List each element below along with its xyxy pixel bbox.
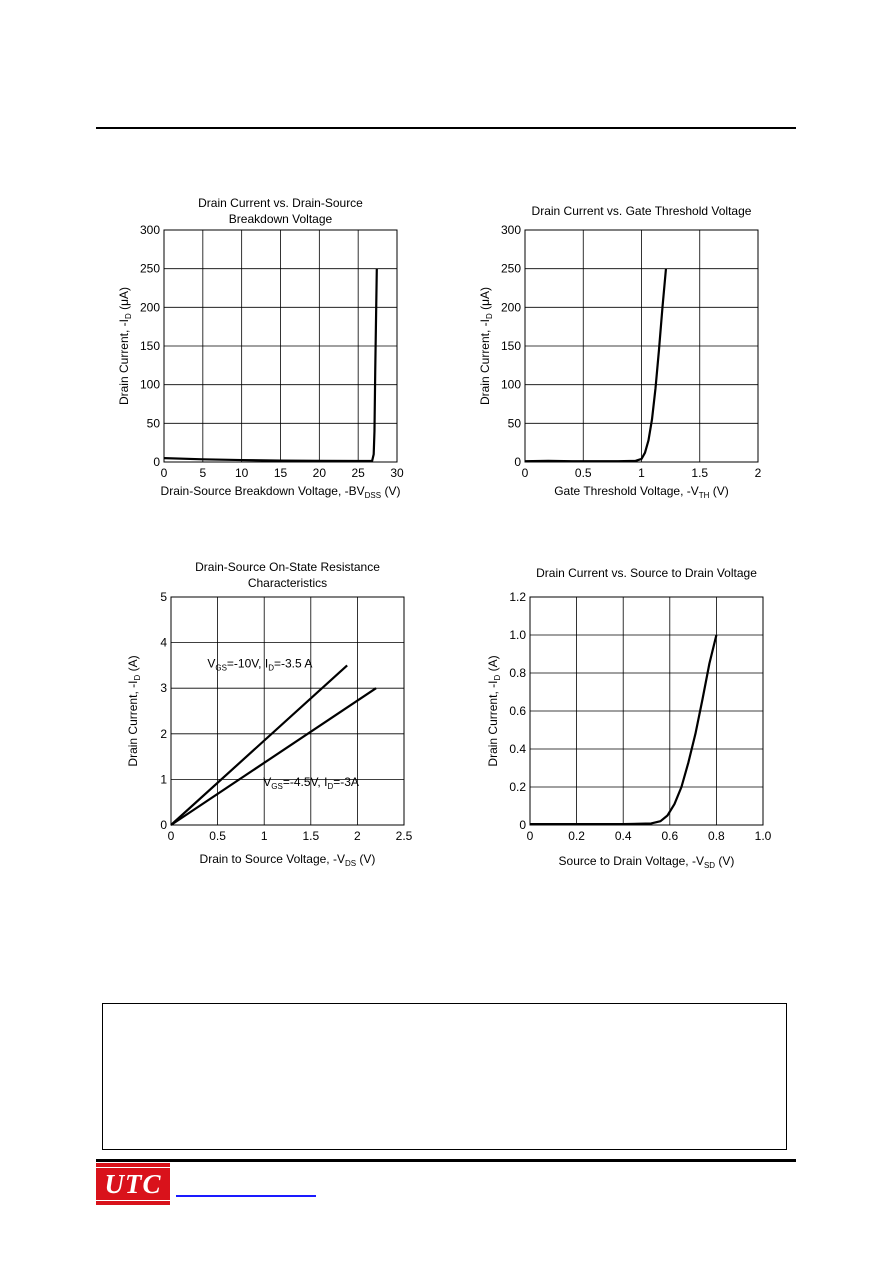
x-tick-label: 1.5 <box>691 466 709 480</box>
plot-frame <box>171 597 404 825</box>
note-box <box>102 1003 787 1150</box>
x-tick-label: 30 <box>390 466 404 480</box>
series-line-1 <box>525 269 666 462</box>
chart-1 <box>117 196 404 500</box>
chart-title: Drain Current vs. Gate Threshold Voltage <box>531 204 752 218</box>
y-tick-label: 4 <box>160 635 167 650</box>
series-line-2 <box>171 688 376 825</box>
x-tick-label: 0.2 <box>568 829 585 843</box>
y-tick-label: 300 <box>139 223 160 237</box>
utc-logo <box>96 1163 170 1205</box>
y-tick-label: 0 <box>153 455 160 469</box>
x-tick-label: 0 <box>521 466 529 480</box>
y-tick-label: 3 <box>160 681 167 696</box>
y-tick-label: 1.2 <box>509 590 526 604</box>
footer-rule <box>96 1159 796 1162</box>
y-tick-label: 0.2 <box>509 780 526 794</box>
x-tick-label: 0.5 <box>574 466 592 480</box>
y-tick-label: 100 <box>500 377 521 392</box>
footer-link[interactable] <box>176 1195 316 1197</box>
y-tick-label: 0.8 <box>509 666 526 680</box>
x-tick-label: 2.5 <box>395 829 413 843</box>
chart-3 <box>126 560 413 868</box>
logo-text: UTC <box>104 1168 162 1199</box>
series-line-1 <box>164 269 377 461</box>
y-tick-label: 0.4 <box>509 742 526 756</box>
series-line-1 <box>171 665 347 825</box>
y-tick-label: 0 <box>519 818 526 832</box>
x-tick-label: 1 <box>260 829 268 843</box>
x-tick-label: 2 <box>354 829 361 843</box>
y-tick-label: 250 <box>139 261 160 276</box>
y-axis-label: Drain Current, $-I_D$ (A) <box>486 655 502 767</box>
chart-title: Drain-Source On-State Resistance <box>195 560 380 574</box>
x-tick-label: 10 <box>234 466 249 480</box>
x-tick-label: 0.5 <box>209 829 226 843</box>
y-tick-label: 250 <box>500 261 521 276</box>
y-tick-label: 300 <box>500 223 521 237</box>
x-tick-label: 1.0 <box>754 829 772 843</box>
x-tick-label: 20 <box>312 466 327 480</box>
series-annotation: $V_{GS}=-10V$, $I_D=-3.5$ A <box>207 656 313 673</box>
x-tick-label: 0 <box>160 466 168 480</box>
y-tick-label: 200 <box>500 300 521 315</box>
y-tick-label: 150 <box>500 339 521 353</box>
x-axis-label: Drain-Source Breakdown Voltage, $-BV_{DSS}$ (V) <box>160 484 401 500</box>
y-axis-label: Drain Current, $-I_D$ (μA) <box>117 286 133 406</box>
chart-title: Breakdown Voltage <box>228 212 333 226</box>
x-tick-label: 0.6 <box>661 829 679 843</box>
y-tick-label: 200 <box>139 300 160 315</box>
y-axis-label: Drain Current, $-I_D$ (A) <box>126 655 142 767</box>
y-tick-label: 0 <box>514 455 521 469</box>
chart-title: Drain Current vs. Drain-Source <box>198 196 363 210</box>
x-tick-label: 0 <box>167 829 175 843</box>
chart-4 <box>486 566 772 870</box>
y-tick-label: 5 <box>160 590 167 604</box>
chart-title: Drain Current vs. Source to Drain Voltage <box>536 566 757 580</box>
x-tick-label: 5 <box>199 466 207 480</box>
y-tick-label: 0.6 <box>509 704 526 718</box>
y-axis-label: Drain Current, $-I_D$ (μA) <box>478 286 494 406</box>
y-tick-label: 100 <box>139 377 160 392</box>
y-tick-label: 50 <box>146 416 160 431</box>
x-tick-label: 25 <box>351 466 365 480</box>
x-tick-label: 0 <box>526 829 534 843</box>
series-annotation: $V_{GS}=-4.5V$, $I_D=-3A$ <box>263 775 359 792</box>
y-tick-label: 2 <box>160 726 167 741</box>
x-tick-label: 0.4 <box>614 829 632 843</box>
x-tick-label: 1 <box>638 466 645 480</box>
logo-top-line <box>96 1167 170 1168</box>
x-tick-label: 2 <box>754 466 762 480</box>
x-tick-label: 0.8 <box>708 829 725 843</box>
x-axis-label: Gate Threshold Voltage, $-V_{TH}$ (V) <box>554 484 729 500</box>
x-tick-label: 15 <box>273 466 288 480</box>
y-tick-label: 1 <box>160 772 167 787</box>
x-axis-label: Drain to Source Voltage, $-V_{DS}$ (V) <box>199 852 376 868</box>
logo-bottom-line <box>96 1200 170 1201</box>
y-tick-label: 0 <box>160 818 167 832</box>
y-tick-label: 150 <box>139 339 160 353</box>
x-axis-label: Source to Drain Voltage, $-V_{SD}$ (V) <box>558 854 735 870</box>
y-tick-label: 50 <box>507 416 521 431</box>
chart-2 <box>478 204 762 500</box>
y-tick-label: 1.0 <box>509 628 526 642</box>
chart-title: Characteristics <box>247 576 328 590</box>
x-tick-label: 1.5 <box>302 829 320 843</box>
